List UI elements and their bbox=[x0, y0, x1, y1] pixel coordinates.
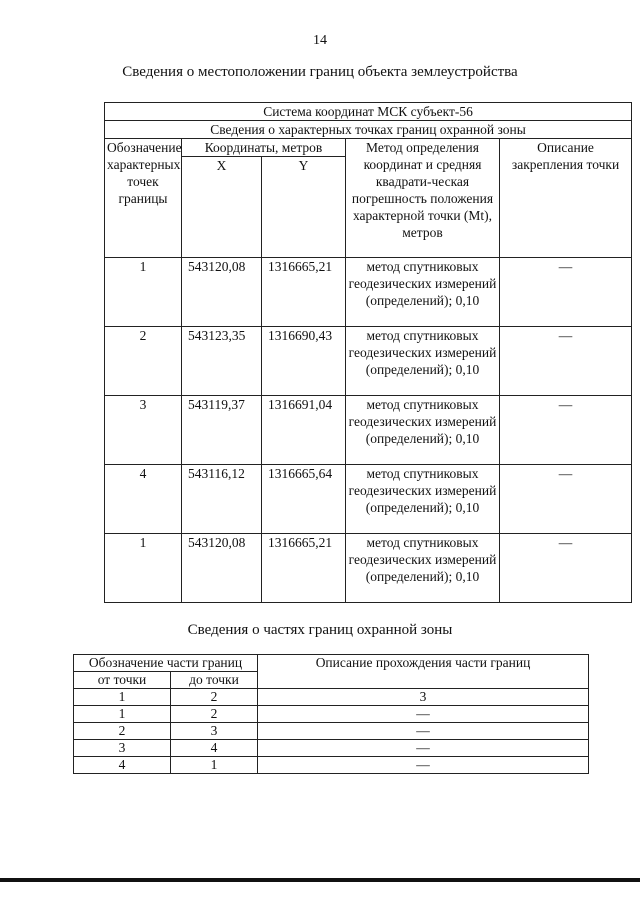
header-to-point: до точки bbox=[171, 672, 258, 689]
section-title-location: Сведения о местоположении границ объекта землеустройства bbox=[122, 64, 518, 80]
table-row bbox=[105, 258, 632, 327]
part-description: — bbox=[258, 723, 589, 740]
part-to: 3 bbox=[171, 723, 258, 740]
table-row bbox=[105, 396, 632, 465]
page-number: 14 bbox=[313, 33, 327, 48]
table-row bbox=[105, 465, 632, 534]
header-designation: Обозначение характерных точек границы bbox=[105, 139, 182, 258]
numbering-from: 1 bbox=[74, 689, 171, 706]
header-coordinates: Координаты, метров bbox=[182, 139, 346, 157]
boundary-parts-table bbox=[73, 654, 589, 774]
point-fixing: — bbox=[500, 465, 632, 534]
part-to: 1 bbox=[171, 757, 258, 774]
part-from: 3 bbox=[74, 740, 171, 757]
header-part-designation: Обозначение части границ bbox=[74, 655, 258, 672]
point-designation: 1 bbox=[105, 534, 182, 603]
point-x: 543119,37 bbox=[182, 396, 262, 465]
header-part-description: Описание прохождения части границ bbox=[258, 655, 589, 689]
numbering-description: 3 bbox=[258, 689, 589, 706]
point-method: метод спутниковых геодезических измерений (определений); 0,10 bbox=[346, 534, 500, 603]
point-method: метод спутниковых геодезических измерений (определений); 0,10 bbox=[346, 396, 500, 465]
point-x: 543120,08 bbox=[182, 258, 262, 327]
point-y: 1316665,64 bbox=[262, 465, 346, 534]
point-y: 1316691,04 bbox=[262, 396, 346, 465]
part-from: 1 bbox=[74, 706, 171, 723]
header-fixing: Описание закрепления точки bbox=[500, 139, 632, 258]
point-y: 1316690,43 bbox=[262, 327, 346, 396]
table-row bbox=[74, 706, 589, 723]
table-row bbox=[74, 723, 589, 740]
part-to: 2 bbox=[171, 706, 258, 723]
header-from-point: от точки bbox=[74, 672, 171, 689]
boundary-points-table bbox=[104, 102, 632, 603]
header-y: Y bbox=[262, 157, 346, 258]
point-method: метод спутниковых геодезических измерений (определений); 0,10 bbox=[346, 465, 500, 534]
point-x: 543120,08 bbox=[182, 534, 262, 603]
table-row bbox=[74, 740, 589, 757]
table-row bbox=[105, 327, 632, 396]
part-description: — bbox=[258, 757, 589, 774]
section-title-parts: Сведения о частях границ охранной зоны bbox=[187, 622, 453, 638]
part-description: — bbox=[258, 740, 589, 757]
point-method: метод спутниковых геодезических измерений (определений); 0,10 bbox=[346, 327, 500, 396]
header-x: X bbox=[182, 157, 262, 258]
point-fixing: — bbox=[500, 327, 632, 396]
point-designation: 1 bbox=[105, 258, 182, 327]
point-fixing: — bbox=[500, 534, 632, 603]
header-method: Метод определения координат и средняя квадрати-ческая погрешность положения характерной точки (Mt), метров bbox=[346, 139, 500, 258]
point-designation: 3 bbox=[105, 396, 182, 465]
point-designation: 4 bbox=[105, 465, 182, 534]
point-designation: 2 bbox=[105, 327, 182, 396]
point-y: 1316665,21 bbox=[262, 258, 346, 327]
point-x: 543123,35 bbox=[182, 327, 262, 396]
point-method: метод спутниковых геодезических измерений (определений); 0,10 bbox=[346, 258, 500, 327]
point-x: 543116,12 bbox=[182, 465, 262, 534]
point-y: 1316665,21 bbox=[262, 534, 346, 603]
section-header: Сведения о характерных точках границ охранной зоны bbox=[105, 121, 632, 139]
point-fixing: — bbox=[500, 258, 632, 327]
table-row bbox=[74, 757, 589, 774]
part-from: 2 bbox=[74, 723, 171, 740]
part-description: — bbox=[258, 706, 589, 723]
point-fixing: — bbox=[500, 396, 632, 465]
part-from: 4 bbox=[74, 757, 171, 774]
numbering-to: 2 bbox=[171, 689, 258, 706]
part-to: 4 bbox=[171, 740, 258, 757]
coordinate-system-header: Система координат МСК субъект-56 bbox=[105, 103, 632, 121]
page-bottom-rule bbox=[0, 878, 640, 882]
table-row bbox=[105, 534, 632, 603]
